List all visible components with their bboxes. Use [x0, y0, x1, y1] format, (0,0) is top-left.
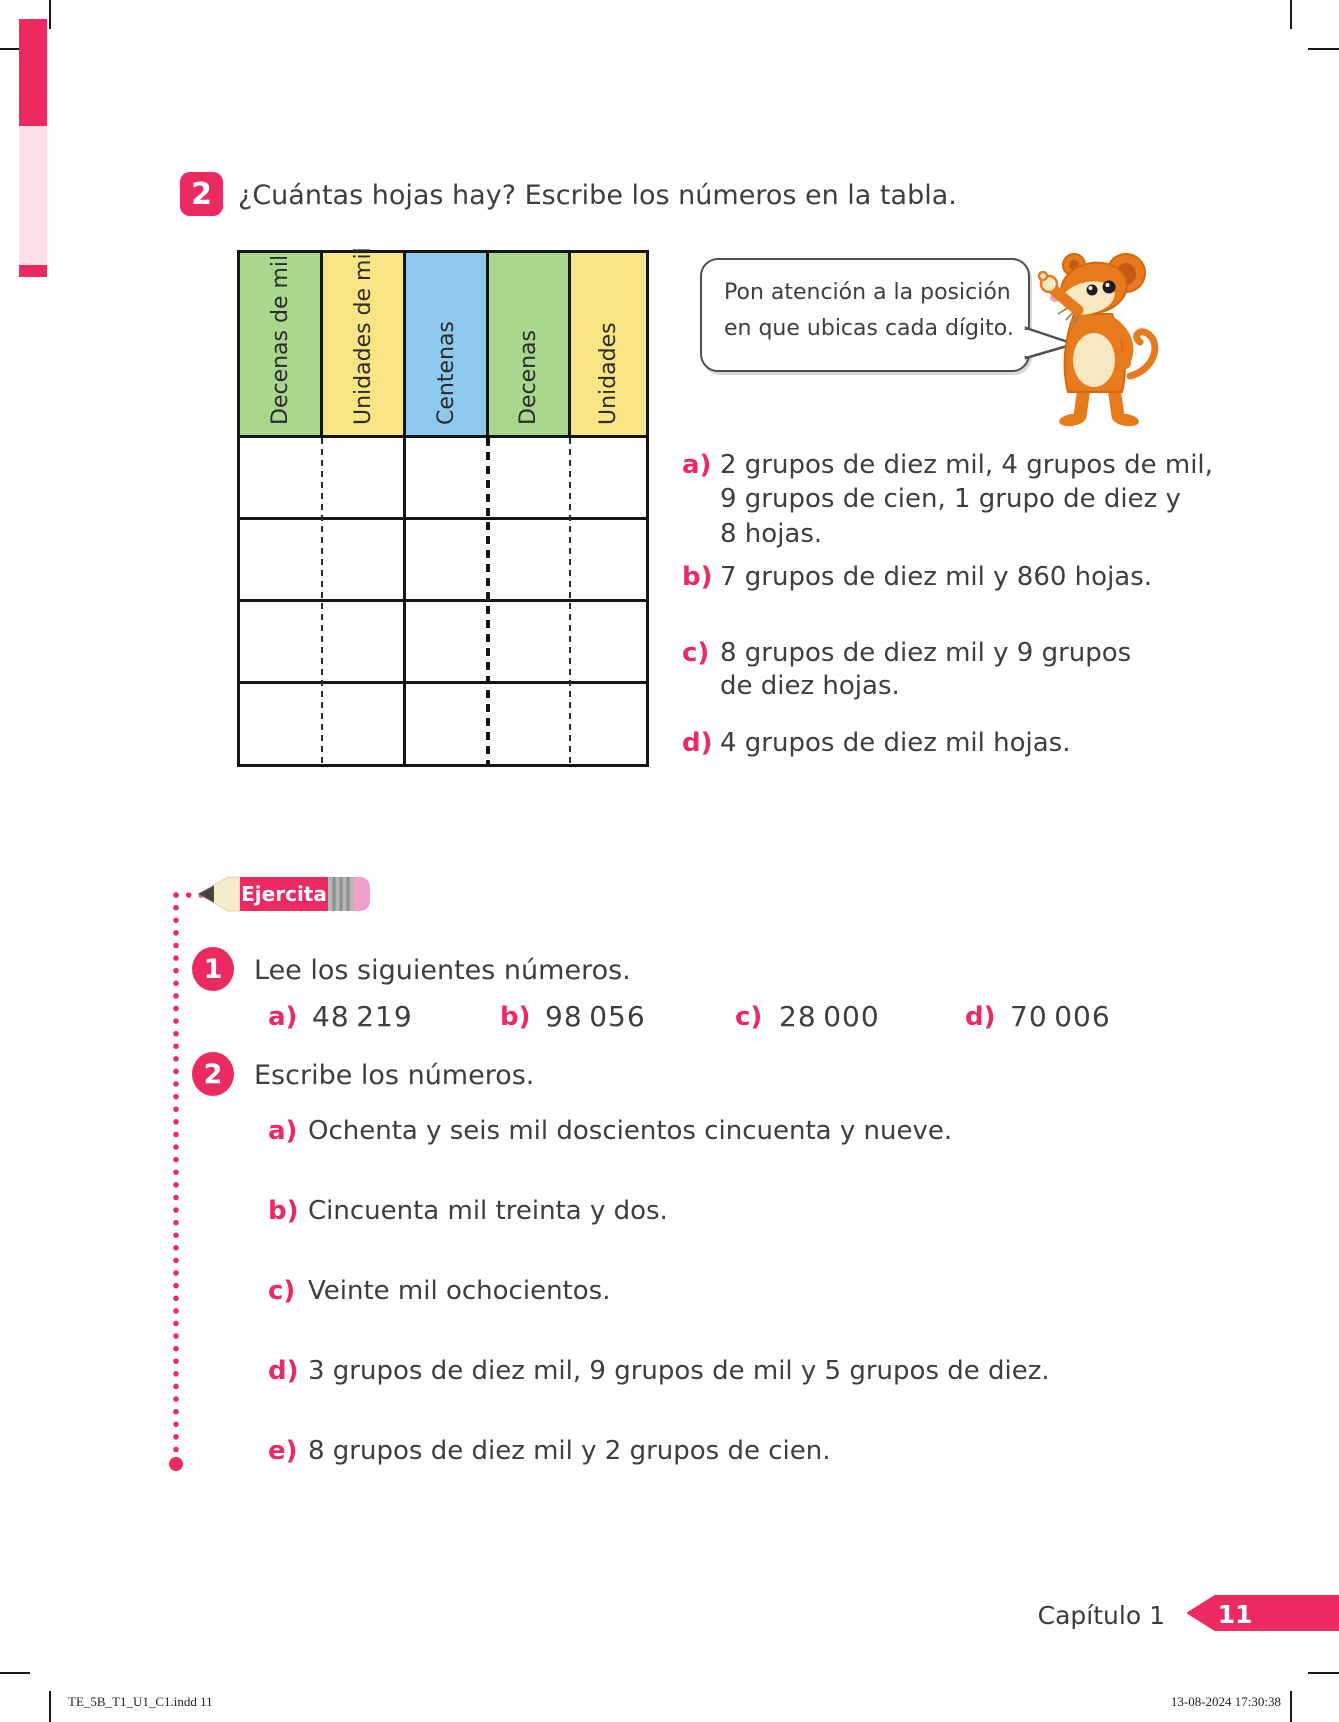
table-header-label: Unidades: [596, 322, 621, 425]
pencil-icon: [198, 876, 370, 912]
item-label: d): [268, 1356, 299, 1386]
crop-mark: [1290, 0, 1292, 29]
margin-bar-accent: [19, 19, 47, 126]
crop-mark: [1290, 1691, 1292, 1722]
item-number: 70 006: [1010, 1000, 1111, 1033]
item-label: d): [965, 1002, 996, 1032]
table-header-label: Decenas: [516, 330, 541, 425]
problem-number-badge: [180, 172, 223, 216]
table-header-cell: [323, 247, 403, 435]
item-label: d): [682, 728, 713, 758]
item-text: 8 hojas.: [720, 519, 823, 549]
page-number: 11: [1217, 1600, 1253, 1629]
table-header-cell: [240, 253, 320, 435]
item-number: 98 056: [545, 1000, 646, 1033]
item-text: Ochenta y seis mil doscientos cincuenta y nueve.: [308, 1116, 953, 1146]
item-number: 48 219: [312, 1000, 413, 1033]
table-header-cell: [406, 253, 486, 435]
item-text: 7 grupos de diez mil y 860 hojas.: [720, 562, 1153, 592]
crop-mark: [0, 1672, 30, 1674]
item-text: 8 grupos de diez mil y 9 grupos: [720, 638, 1132, 668]
table-line: [486, 253, 489, 435]
table-line: [320, 253, 323, 435]
item-label: a): [268, 1116, 298, 1146]
item-text: 4 grupos de diez mil hojas.: [720, 728, 1071, 758]
item-text: 3 grupos de diez mil, 9 grupos de mil y 5 grupos de diez.: [308, 1356, 1050, 1386]
crop-mark: [1308, 1672, 1339, 1674]
table-line: [568, 253, 571, 435]
item-label: b): [500, 1002, 531, 1032]
item-label: c): [682, 638, 710, 668]
print-filename: TE_5B_T1_U1_C1.indd 11: [68, 1694, 213, 1709]
mouse-character-illustration: [1022, 248, 1162, 438]
speech-bubble: [700, 258, 1030, 372]
problem-number: 2: [191, 176, 212, 212]
table-header-label: Unidades de mil: [350, 247, 376, 425]
item-label: c): [735, 1002, 763, 1032]
table-header-cell: [571, 253, 646, 435]
item-number: 28 000: [779, 1000, 880, 1033]
table-header-label: Decenas de mil: [267, 254, 293, 425]
crop-mark: [1308, 48, 1339, 50]
table-line: [240, 435, 646, 438]
table-dashed-line: [321, 438, 323, 764]
crop-mark: [49, 0, 51, 29]
item-text: 8 grupos de diez mil y 2 grupos de cien.: [308, 1436, 831, 1466]
table-dashed-line: [569, 438, 571, 764]
item-text: Veinte mil ochocientos.: [308, 1276, 611, 1306]
print-timestamp: 13-08-2024 17:30:38: [1170, 1694, 1281, 1709]
table-line: [403, 253, 406, 435]
table-line: [240, 681, 646, 684]
item-label: e): [268, 1436, 298, 1466]
exercise-number: 1: [203, 953, 223, 985]
problem-title: ¿Cuántas hojas hay? Escribe los números en la tabla.: [238, 180, 957, 211]
item-label: b): [682, 562, 713, 592]
table-header-label: Centenas: [433, 321, 459, 425]
margin-bar-light: [19, 126, 47, 265]
item-text: de diez hojas.: [720, 671, 900, 701]
table-line: [240, 517, 646, 520]
exercise-instruction: Escribe los números.: [254, 1060, 535, 1091]
margin-bar-accent-small: [19, 265, 47, 277]
item-label: b): [268, 1196, 299, 1226]
item-label: a): [682, 450, 712, 480]
ejercita-label: Ejercita: [241, 882, 327, 906]
exercise-instruction: Lee los siguientes números.: [254, 955, 631, 986]
item-text: Cincuenta mil treinta y dos.: [308, 1196, 668, 1226]
table-header-cell: [489, 253, 568, 435]
table-dashed-line: [486, 438, 490, 764]
table-line: [403, 438, 406, 764]
chapter-label: Capítulo 1: [1037, 1601, 1165, 1630]
speech-bubble-line: en que ubicas cada dígito.: [724, 316, 1014, 341]
place-value-table: [237, 247, 649, 767]
exercise-number: 2: [203, 1058, 223, 1090]
item-label: c): [268, 1276, 296, 1306]
item-text: 2 grupos de diez mil, 4 grupos de mil,: [720, 450, 1213, 480]
table-line: [240, 599, 646, 602]
crop-mark: [49, 1691, 51, 1722]
speech-bubble-line: Pon atención a la posición: [724, 280, 1011, 305]
exercise-number-badge: [192, 1052, 234, 1096]
exercise-number-badge: [192, 947, 234, 991]
item-text: 9 grupos de cien, 1 grupo de diez y: [720, 484, 1181, 514]
item-label: a): [268, 1002, 298, 1032]
